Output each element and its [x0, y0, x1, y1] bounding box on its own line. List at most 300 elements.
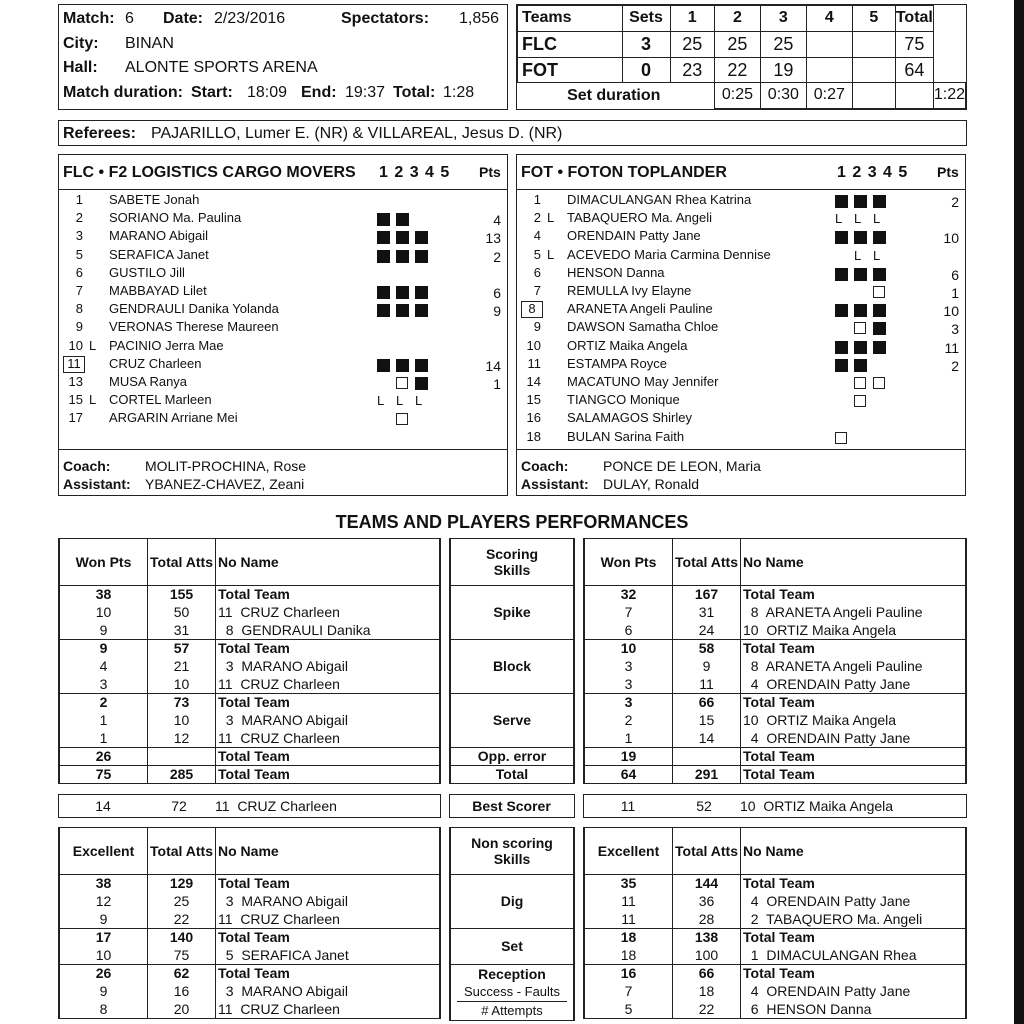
- player-number: 11: [63, 356, 85, 373]
- value-cell: 9: [60, 639, 148, 657]
- played-set-square: [415, 250, 428, 263]
- player-cell: 8 ARANETA Angeli Pauline: [741, 657, 966, 675]
- attempts-cell: 155: [148, 585, 216, 603]
- player-cell: 6 HENSON Danna: [741, 1000, 966, 1018]
- column-header-total: Total Atts: [148, 539, 216, 585]
- match-label: Match:: [63, 10, 115, 27]
- flc-coach-label: Coach:: [63, 458, 111, 474]
- player-points: 10: [943, 230, 959, 247]
- set5-duration: [895, 83, 933, 109]
- played-set-square: [377, 304, 390, 317]
- flc-set1: 25: [670, 31, 714, 57]
- attempts-cell: [148, 747, 216, 765]
- end-label: End:: [301, 84, 337, 101]
- attempts-cell: 24: [673, 621, 741, 639]
- column-header-exc: Excellent: [60, 828, 148, 874]
- fot-team-title: FOT • FOTON TOPLANDER: [521, 164, 727, 181]
- value-cell: 26: [60, 964, 148, 982]
- player-number: 6: [75, 264, 83, 280]
- played-set-square: [835, 341, 848, 354]
- value-cell: 18: [585, 928, 673, 946]
- player-number: 16: [526, 410, 541, 426]
- libero-set-marker: L: [854, 211, 862, 227]
- flc-coach-name: MOLIT-PROCHINA, Rose: [145, 458, 307, 474]
- attempts-cell: 11: [673, 675, 741, 693]
- player-row: [517, 266, 965, 284]
- flc-total: 75: [895, 31, 933, 57]
- played-set-square: [854, 195, 867, 208]
- player-points: 6: [951, 266, 959, 283]
- attempts-cell: 31: [148, 621, 216, 639]
- value-cell: 4: [60, 657, 148, 675]
- fot-assistant-name: DULAY, Ronald: [603, 476, 699, 492]
- flc-best-name: 11 CRUZ Charleen: [215, 798, 337, 814]
- hall-label: Hall:: [63, 59, 98, 76]
- value-cell: 26: [60, 747, 148, 765]
- player-name: MARANO Abigail: [109, 228, 208, 244]
- player-row: [59, 357, 507, 375]
- value-cell: 3: [585, 693, 673, 711]
- player-cell: Total Team: [741, 874, 966, 892]
- player-name: REMULLA Ivy Elayne: [567, 283, 692, 298]
- value-cell: 12: [60, 892, 148, 910]
- player-points: 10: [943, 303, 959, 320]
- played-set-square: [873, 322, 886, 335]
- substitute-set-square: [854, 377, 866, 389]
- set2-duration: 0:30: [760, 83, 806, 109]
- player-number: 1: [75, 192, 83, 207]
- player-number: 7: [533, 283, 541, 298]
- player-row: [59, 193, 507, 211]
- flc-best-pts: 14: [95, 798, 111, 814]
- skill-name: Block: [451, 639, 574, 693]
- libero-marker: L: [89, 392, 97, 408]
- libero-set-marker: L: [873, 211, 881, 227]
- player-cell: 4 ORENDAIN Patty Jane: [741, 729, 966, 747]
- player-number: 9: [533, 319, 541, 335]
- player-row: [517, 339, 965, 357]
- team-flc-sets: 3: [622, 31, 670, 57]
- teams-header: Teams: [518, 6, 623, 32]
- skill-name: Serve: [451, 693, 574, 747]
- player-points: 9: [493, 303, 501, 320]
- fot-best-pts: 11: [620, 798, 636, 814]
- skill-name: [451, 964, 574, 1020]
- substitute-set-square: [873, 377, 885, 389]
- value-cell: 9: [60, 910, 148, 928]
- player-row: [517, 248, 965, 266]
- attempts-cell: 73: [148, 693, 216, 711]
- played-set-square: [854, 231, 867, 244]
- skill-name: Spike: [451, 585, 574, 639]
- duration-label: Match duration:: [63, 84, 183, 101]
- player-name: TABAQUERO Ma. Angeli: [567, 210, 712, 226]
- played-set-square: [873, 195, 886, 208]
- attempts-cell: 25: [148, 892, 216, 910]
- played-set-square: [835, 359, 848, 372]
- player-number: 10: [526, 337, 541, 353]
- player-name: SORIANO Ma. Paulina: [109, 210, 242, 226]
- player-cell: 11 CRUZ Charleen: [216, 910, 440, 928]
- played-set-square: [396, 286, 409, 299]
- attempts-cell: 31: [673, 603, 741, 621]
- value-cell: 38: [60, 585, 148, 603]
- attempts-cell: 285: [148, 765, 216, 783]
- player-cell: 5 SERAFICA Janet: [216, 946, 440, 964]
- player-cell: 4 ORENDAIN Patty Jane: [741, 982, 966, 1000]
- played-set-square: [377, 359, 390, 372]
- total-duration: 1:22: [933, 83, 965, 109]
- set2-header: 2: [714, 6, 760, 32]
- player-number: 9: [75, 319, 83, 335]
- player-name: MABBAYAD Lilet: [109, 283, 207, 298]
- player-name: ARGARIN Arriane Mei: [109, 410, 238, 426]
- value-cell: 3: [585, 657, 673, 675]
- attempts-cell: [673, 747, 741, 765]
- player-row: [517, 411, 965, 429]
- player-cell: 3 MARANO Abigail: [216, 711, 440, 729]
- player-points: 4: [493, 212, 501, 229]
- team-fot-sets: 0: [622, 57, 670, 83]
- player-name: BULAN Sarina Faith: [567, 428, 685, 444]
- player-points: 11: [944, 339, 959, 356]
- set3-header: 3: [760, 6, 806, 32]
- played-set-square: [415, 359, 428, 372]
- attempts-cell: 12: [148, 729, 216, 747]
- column-header-name: No Name: [216, 539, 440, 585]
- played-set-square: [396, 250, 409, 263]
- set5-header: 5: [852, 6, 895, 32]
- player-cell: Total Team: [741, 693, 966, 711]
- referees-label: Referees:: [63, 125, 136, 142]
- attempts-cell: 36: [673, 892, 741, 910]
- value-cell: 1: [60, 729, 148, 747]
- player-number: 2: [75, 210, 83, 226]
- fot-pts-header: Pts: [937, 164, 959, 180]
- played-set-square: [415, 231, 428, 244]
- player-cell: 8 ARANETA Angeli Pauline: [741, 603, 966, 621]
- player-row: [517, 393, 965, 411]
- player-name: CRUZ Charleen: [109, 355, 202, 371]
- attempts-cell: 16: [148, 982, 216, 1000]
- player-cell: Total Team: [741, 585, 966, 603]
- attempts-cell: 138: [673, 928, 741, 946]
- player-cell: Total Team: [216, 964, 440, 982]
- value-cell: 32: [585, 585, 673, 603]
- player-row: [517, 320, 965, 338]
- attempts-cell: 129: [148, 874, 216, 892]
- substitute-set-square: [396, 377, 408, 389]
- player-row: [59, 284, 507, 302]
- attempts-cell: 57: [148, 639, 216, 657]
- played-set-square: [835, 304, 848, 317]
- column-header-name: No Name: [741, 539, 966, 585]
- player-cell: Total Team: [741, 639, 966, 657]
- attempts-cell: 10: [148, 711, 216, 729]
- player-cell: Total Team: [216, 639, 440, 657]
- player-points: 6: [493, 285, 501, 301]
- player-cell: 1 DIMACULANGAN Rhea: [741, 946, 966, 964]
- best-scorer-label-box: [449, 794, 575, 818]
- player-number: 14: [526, 374, 541, 389]
- value-cell: 16: [585, 964, 673, 982]
- player-name: ARANETA Angeli Pauline: [567, 301, 713, 317]
- column-header-total: Total Atts: [673, 539, 741, 585]
- match-info-box: [58, 4, 508, 110]
- player-name: ACEVEDO Maria Carmina Dennise: [567, 246, 771, 262]
- value-cell: 17: [60, 928, 148, 946]
- attempts-cell: 50: [148, 603, 216, 621]
- played-set-square: [396, 304, 409, 317]
- fot-assistant-label: Assistant:: [521, 476, 589, 492]
- value-cell: 5: [585, 1000, 673, 1018]
- date-label: Date:: [163, 10, 204, 27]
- played-set-square: [873, 341, 886, 354]
- player-cell: 3 MARANO Abigail: [216, 892, 440, 910]
- set-duration-label: Set duration: [518, 83, 715, 109]
- played-set-square: [854, 341, 867, 354]
- player-row: [59, 375, 507, 393]
- substitute-set-square: [854, 395, 866, 407]
- flc-pts-header: Pts: [479, 164, 501, 180]
- played-set-square: [854, 359, 867, 372]
- player-cell: Total Team: [741, 964, 966, 982]
- played-set-square: [873, 268, 886, 281]
- player-number: 8: [521, 301, 543, 318]
- substitute-set-square: [396, 413, 408, 425]
- player-number: 3: [75, 228, 83, 244]
- attempts-cell: 20: [148, 1000, 216, 1018]
- column-header-total: Total Atts: [148, 828, 216, 874]
- player-row: [59, 266, 507, 284]
- nonscoring-skills-column: [449, 827, 575, 1021]
- player-cell: Total Team: [741, 765, 966, 783]
- player-points: 3: [951, 321, 959, 338]
- player-name: TIANGCO Monique: [567, 392, 680, 408]
- team-fot-code: FOT: [518, 57, 623, 83]
- player-cell: 11 CRUZ Charleen: [216, 603, 440, 621]
- attempts-cell: 14: [673, 729, 741, 747]
- player-cell: Total Team: [216, 928, 440, 946]
- fot-set1: 23: [670, 57, 714, 83]
- libero-set-marker: L: [873, 247, 881, 263]
- flc-team-title: FLC • F2 LOGISTICS CARGO MOVERS: [63, 164, 356, 181]
- player-name: MUSA Ranya: [109, 374, 188, 389]
- total-header: Total: [895, 6, 933, 32]
- value-cell: 9: [60, 621, 148, 639]
- column-header-won: Won Pts: [60, 539, 148, 585]
- fot-coach-name: PONCE DE LEON, Maria: [603, 458, 761, 474]
- player-name: SALAMAGOS Shirley: [567, 410, 692, 426]
- player-cell: 8 GENDRAULI Danika: [216, 621, 440, 639]
- player-name: ORTIZ Maika Angela: [567, 337, 688, 353]
- scoring-skills-column: [449, 538, 575, 784]
- player-row: [517, 229, 965, 247]
- player-cell: 11 CRUZ Charleen: [216, 729, 440, 747]
- player-name: GUSTILO Jill: [109, 264, 185, 280]
- player-number: 5: [75, 246, 83, 262]
- played-set-square: [415, 286, 428, 299]
- player-cell: Total Team: [216, 765, 440, 783]
- player-row: [59, 411, 507, 429]
- player-row: [517, 284, 965, 302]
- player-cell: Total Team: [741, 747, 966, 765]
- flc-roster-header: [59, 155, 507, 190]
- value-cell: 10: [585, 639, 673, 657]
- value-cell: 2: [60, 693, 148, 711]
- player-points: 2: [951, 194, 959, 210]
- played-set-square: [396, 213, 409, 226]
- libero-set-marker: L: [377, 393, 385, 409]
- player-row: [59, 302, 507, 320]
- played-set-square: [873, 304, 886, 317]
- substitute-set-square: [835, 432, 847, 444]
- fot-coach-label: Coach:: [521, 458, 569, 474]
- fot-nonscoring-table: [583, 827, 967, 1019]
- value-cell: 35: [585, 874, 673, 892]
- city-value: BINAN: [125, 35, 174, 52]
- played-set-square: [835, 268, 848, 281]
- player-name: MACATUNO May Jennifer: [567, 374, 719, 389]
- played-set-square: [854, 268, 867, 281]
- set1-header: 1: [670, 6, 714, 32]
- player-number: 17: [68, 410, 83, 426]
- player-points: 2: [951, 357, 959, 374]
- attempts-cell: 15: [673, 711, 741, 729]
- player-name: HENSON Danna: [567, 264, 665, 280]
- match-number: 6: [125, 10, 134, 27]
- value-cell: 38: [60, 874, 148, 892]
- player-name: ORENDAIN Patty Jane: [567, 228, 701, 244]
- player-cell: Total Team: [741, 928, 966, 946]
- attempts-cell: 28: [673, 910, 741, 928]
- player-points: 14: [485, 357, 501, 374]
- played-set-square: [415, 304, 428, 317]
- played-set-square: [854, 304, 867, 317]
- played-set-square: [377, 250, 390, 263]
- value-cell: 64: [585, 765, 673, 783]
- value-cell: 6: [585, 621, 673, 639]
- player-row: [59, 393, 507, 411]
- score-table: [516, 4, 967, 110]
- player-points: 1: [493, 376, 501, 392]
- player-cell: Total Team: [216, 747, 440, 765]
- player-row: [59, 248, 507, 266]
- player-cell: 4 ORENDAIN Patty Jane: [741, 892, 966, 910]
- spectators-label: Spectators:: [341, 10, 430, 27]
- value-cell: 8: [60, 1000, 148, 1018]
- player-cell: 11 CRUZ Charleen: [216, 675, 440, 693]
- attempts-cell: 22: [673, 1000, 741, 1018]
- column-header-total: Total Atts: [673, 828, 741, 874]
- player-cell: 3 MARANO Abigail: [216, 982, 440, 1000]
- player-name: ESTAMPA Royce: [567, 355, 667, 371]
- player-number: 10: [68, 337, 83, 353]
- played-set-square: [396, 231, 409, 244]
- player-row: [59, 339, 507, 357]
- substitute-set-square: [854, 322, 866, 334]
- fot-roster-header: [517, 155, 965, 190]
- fot-roster: [516, 154, 966, 496]
- fot-set4: [806, 57, 852, 83]
- player-points: 2: [493, 248, 501, 265]
- referees-box: [58, 120, 967, 146]
- value-cell: 11: [585, 892, 673, 910]
- attempts-cell: 18: [673, 982, 741, 1000]
- libero-marker: L: [89, 337, 97, 353]
- player-number: 15: [68, 392, 83, 408]
- sets-header: Sets: [622, 6, 670, 32]
- player-row: [517, 211, 965, 229]
- value-cell: 1: [585, 729, 673, 747]
- substitute-set-square: [873, 286, 885, 298]
- player-cell: 10 ORTIZ Maika Angela: [741, 621, 966, 639]
- end-time: 19:37: [345, 84, 386, 101]
- player-name: SABETE Jonah: [109, 192, 200, 207]
- total-time: 1:28: [443, 84, 475, 101]
- value-cell: 3: [585, 675, 673, 693]
- player-row: [517, 302, 965, 320]
- player-number: 8: [75, 301, 83, 317]
- fot-set3: 19: [760, 57, 806, 83]
- player-cell: 3 MARANO Abigail: [216, 657, 440, 675]
- skills-header: Non scoring Skills: [451, 828, 574, 874]
- player-number: 4: [533, 228, 541, 244]
- flc-roster: [58, 154, 508, 496]
- player-number: 2: [533, 210, 541, 226]
- player-cell: 11 CRUZ Charleen: [216, 1000, 440, 1018]
- skill-name: Opp. error: [451, 747, 574, 765]
- player-cell: 4 ORENDAIN Patty Jane: [741, 675, 966, 693]
- played-set-square: [377, 213, 390, 226]
- match-date: 2/23/2016: [214, 10, 286, 27]
- value-cell: 11: [585, 910, 673, 928]
- value-cell: 7: [585, 982, 673, 1000]
- hall-value: ALONTE SPORTS ARENA: [125, 59, 318, 76]
- player-number: 5: [533, 246, 541, 262]
- played-set-square: [873, 231, 886, 244]
- value-cell: 3: [60, 675, 148, 693]
- player-cell: 10 ORTIZ Maika Angela: [741, 711, 966, 729]
- set3-duration: 0:27: [806, 83, 852, 109]
- fot-scoring-table: [583, 538, 967, 784]
- player-cell: 2 TABAQUERO Ma. Angeli: [741, 910, 966, 928]
- flc-set3: 25: [760, 31, 806, 57]
- column-header-name: No Name: [741, 828, 966, 874]
- attempts-cell: 62: [148, 964, 216, 982]
- fot-total: 64: [895, 57, 933, 83]
- player-row: [59, 229, 507, 247]
- flc-set4: [806, 31, 852, 57]
- skill-line: # Attempts: [481, 1002, 543, 1018]
- player-name: SERAFICA Janet: [109, 246, 209, 262]
- value-cell: 1: [60, 711, 148, 729]
- skills-header: Scoring Skills: [451, 539, 574, 585]
- column-header-name: No Name: [216, 828, 440, 874]
- flc-set2: 25: [714, 31, 760, 57]
- attempts-cell: 58: [673, 639, 741, 657]
- attempts-cell: 22: [148, 910, 216, 928]
- flc-set5: [852, 31, 895, 57]
- player-cell: Total Team: [216, 874, 440, 892]
- skill-name: Dig: [451, 874, 574, 928]
- player-name: PACINIO Jerra Mae: [109, 337, 224, 353]
- value-cell: 19: [585, 747, 673, 765]
- fot-best-name: 10 ORTIZ Maika Angela: [740, 798, 894, 814]
- attempts-cell: 75: [148, 946, 216, 964]
- value-cell: 7: [585, 603, 673, 621]
- city-label: City:: [63, 35, 99, 52]
